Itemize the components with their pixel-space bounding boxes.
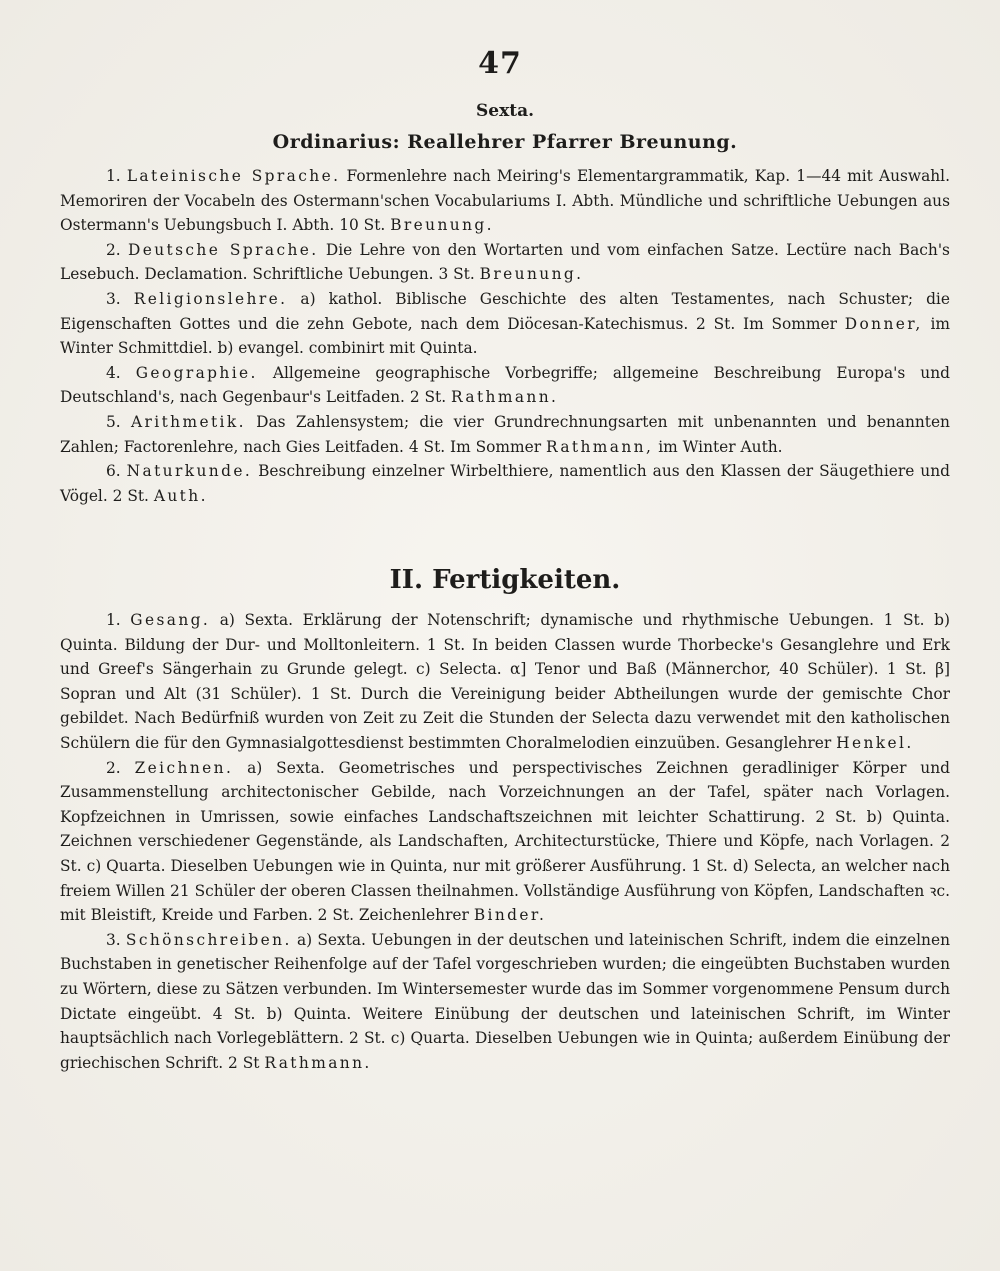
ordinarius-line: Ordinarius: Reallehrer Pfarrer Breunung.: [272, 131, 738, 153]
skill-paragraph-singing: [60, 608, 950, 756]
teacher-name: Rathmann.: [451, 388, 559, 407]
item-number: 5.: [106, 412, 121, 431]
subject-text: Beschreibung einzelner Wirbelthiere, namentlich aus den Klassen der Säugethiere und Vögel. 2 St.: [60, 462, 950, 505]
item-number: 1.: [106, 167, 121, 185]
section-sexta: [60, 98, 950, 508]
subject-name: Zeichnen.: [134, 758, 234, 777]
subject-name: Schönschreiben.: [125, 930, 292, 949]
subject-text: Das Zahlensystem; die vier Grundrechnungsarten mit unbenannten und benannten Zahlen; Factorenlehre, nach Gies Leitfaden. 4 St. Im Sommer: [60, 412, 950, 456]
teacher-name: Donner,: [844, 314, 923, 333]
subject-name: Gesang.: [130, 611, 211, 629]
subject-name: Religionslehre.: [133, 289, 288, 308]
subject-paragraph-german: [60, 238, 950, 287]
subject-paragraph-latin: [60, 164, 950, 238]
subject-name: Deutsche Sprache.: [127, 240, 319, 259]
skill-paragraph-calligraphy: [60, 928, 950, 1076]
teacher-name: Rathmann.: [264, 1053, 372, 1072]
teacher-name: Breunung.: [390, 216, 494, 235]
subject-name: Arithmetik.: [130, 412, 246, 431]
teacher-name: Binder.: [473, 906, 547, 925]
subject-name: Naturkunde.: [126, 462, 253, 481]
subject-text: a) kathol. Biblische Geschichte des alten Testamentes, nach Schuster; die Eigenschaften Gottes und die zehn Gebote, nach dem Diöcesan-Katechismus. 2 St. Im Sommer: [60, 289, 950, 333]
subject-text: Allgemeine geographische Vorbegriffe; allgemeine Beschreibung Europa's und Deutschland's, nach Gegenbaur's Leitfaden. 2 St.: [60, 363, 950, 407]
subject-name: Geographie.: [135, 363, 258, 382]
skill-paragraph-drawing: [60, 756, 950, 928]
section-fertigkeiten: [60, 562, 950, 1075]
subject-text: a) Sexta. Geometrisches und perspectivisches Zeichnen geradliniger Körper und Zusammenstellung architectonischer Gebilde, nach Vorzeichnungen an der Tafel, später nach Vorlagen. Kopfzeichnen in Umrissen, sowie einfaches Landschaftszeichnen mit leichter Schattirung. 2 St. b) Quinta. Zeichnen verschiedener Gegenstände, als Landschaften, Architecturstücke, Thiere und Köpfe, nach Vorlagen. 2 St. c) Quarta. Dieselben Uebungen wie in Quinta, nur mit größerer Ausführung. 1 St. d) Selecta, an welcher nach freiem Willen 21 Schüler der oberen Classen theilnahmen. Vollständige Ausführung von Köpfen, Landschaften ꝛc. mit Bleistift, Kreide und Farben. 2 St. Zeichenlehrer: [60, 758, 950, 925]
subject-paragraph-natural-science: [60, 459, 950, 508]
item-number: 3.: [106, 930, 121, 949]
item-number: 3.: [106, 289, 121, 308]
subject-paragraph-arithmetic: [60, 410, 950, 459]
subject-text-continued: im Winter Auth.: [658, 437, 783, 456]
page-number: 47: [478, 46, 522, 81]
teacher-name: Henkel.: [836, 733, 914, 752]
subject-paragraph-geography: [60, 361, 950, 410]
subject-text-continued: im Winter Schmittdiel. b) evangel. combinirt mit Quinta.: [60, 314, 950, 358]
teacher-name: Rathmann,: [545, 437, 654, 456]
teacher-name: Breunung.: [479, 265, 584, 284]
section-heading: [60, 562, 950, 598]
subject-text: Die Lehre von den Wortarten und vom einfachen Satze. Lectüre nach Bach's Lesebuch. Declamation. Schriftliche Uebungen. 3 St.: [60, 240, 950, 284]
section-roman-numeral: II.: [389, 565, 424, 595]
teacher-name: Auth.: [153, 486, 208, 505]
subject-text: a) Sexta. Erklärung der Notenschrift; dynamische und rhythmische Uebungen. 1 St. b) Quinta. Bildung der Dur- und Molltonleitern. 1 St. In beiden Classen wurde Thorbecke's Gesanglehre und Erk und Greef's Sängerhain zu Grunde gelegt. c) Selecta. α] Tenor und Baß (Männerchor, 40 Schüler). 1 St. β] Sopran und Alt (31 Schüler). 1 St. Durch die Vereinigung beider Abtheilungen wurde der gemischte Chor gebildet. Nach Bedürfniß wurden von Zeit zu Zeit die Stunden der Selecta dazu verwendet mit den katholischen Schülern die für den Gymnasialgottesdienst bestimmten Choralmelodien einzuüben. Gesanglehrer: [60, 611, 950, 752]
item-number: 1.: [106, 611, 121, 629]
item-number: 4.: [106, 363, 121, 382]
item-number: 2.: [106, 240, 121, 259]
item-number: 2.: [106, 758, 121, 777]
item-number: 6.: [106, 462, 121, 481]
subject-paragraph-religion: [60, 287, 950, 361]
section-title: Fertigkeiten.: [432, 565, 621, 595]
class-heading: Sexta.: [475, 101, 534, 121]
subject-text: Formenlehre nach Meiring's Elementargrammatik, Kap. 1—44 mit Auswahl. Memoriren der Vocabeln des Ostermann'schen Vocabulariums I. Abth. Mündliche und schriftliche Uebungen aus Ostermann's Uebungsbuch I. Abth. 10 St.: [60, 167, 950, 235]
subject-text: a) Sexta. Uebungen in der deutschen und lateinischen Schrift, indem die einzelnen Buchstaben in genetischer Reihenfolge auf der Tafel vorgeschrieben wurden; die eingeübten Buchstaben wurden zu Wörtern, diese zu Sätzen verbunden. Im Wintersemester wurde das im Sommer vorgenommene Pensum durch Dictate eingeübt. 4 St. b) Quinta. Weitere Einübung der deutschen und lateinischen Schrift, im Winter hauptsächlich nach Vorlegeblättern. 2 St. c) Quarta. Dieselben Uebungen wie in Quinta; außerdem Einübung der griechischen Schrift. 2 St: [60, 930, 950, 1072]
subject-name: Lateinische Sprache.: [126, 167, 341, 185]
